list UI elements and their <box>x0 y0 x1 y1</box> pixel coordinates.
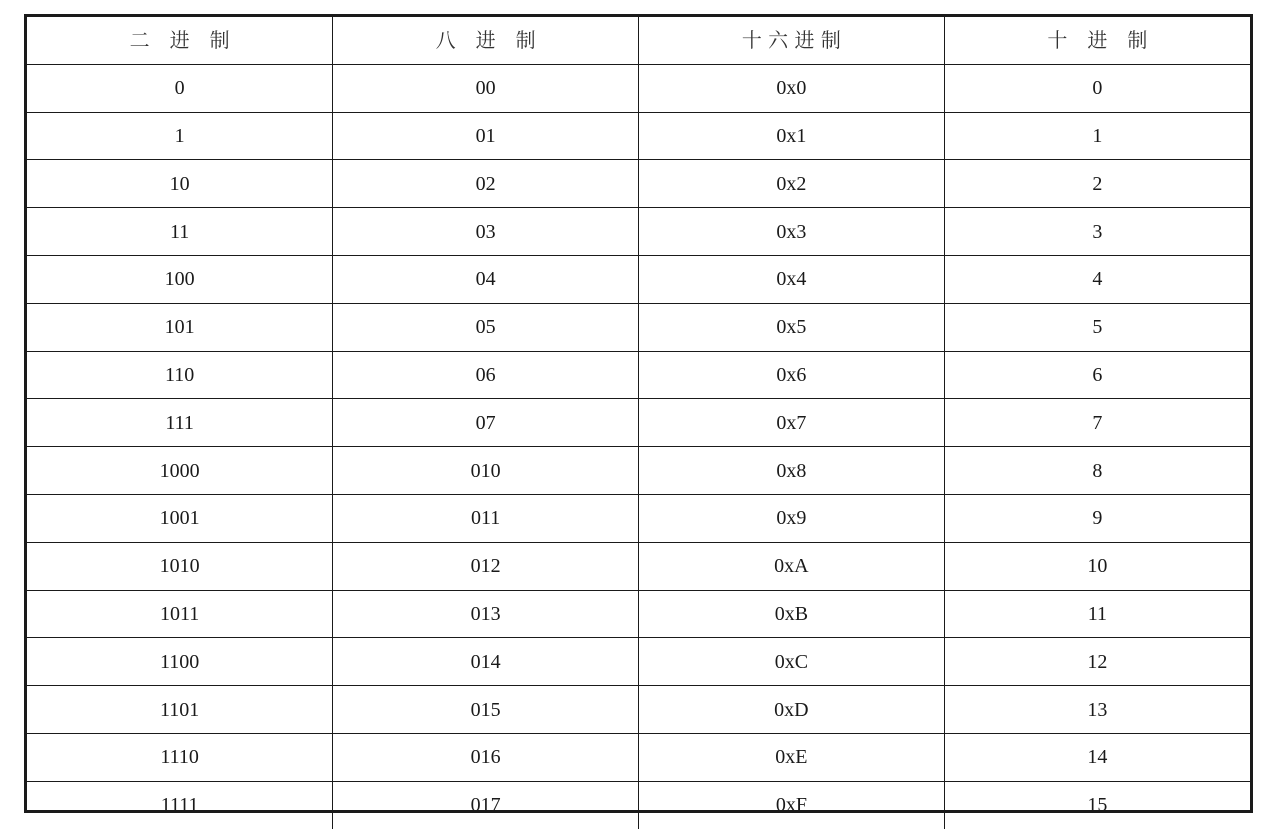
hex-cell: 0x7 <box>639 399 945 447</box>
octal-cell: 016 <box>333 733 639 781</box>
table-row <box>27 160 1250 208</box>
decimal-cell: 13 <box>944 686 1250 734</box>
decimal-cell: 0 <box>944 64 1250 112</box>
table-row <box>27 781 1250 828</box>
decimal-cell: 8 <box>944 447 1250 495</box>
decimal-cell: 14 <box>944 733 1250 781</box>
decimal-cell: 12 <box>944 638 1250 686</box>
octal-cell: 015 <box>333 686 639 734</box>
number-base-table-frame <box>24 14 1253 817</box>
octal-cell: 01 <box>333 112 639 160</box>
octal-cell: 017 <box>333 781 639 828</box>
hex-cell: 0xB <box>639 590 945 638</box>
hex-cell: 0xA <box>639 542 945 590</box>
hex-cell: 0xF <box>639 781 945 828</box>
decimal-cell: 5 <box>944 303 1250 351</box>
decimal-cell: 4 <box>944 255 1250 303</box>
binary-cell: 1111 <box>27 781 333 828</box>
hex-cell: 0xD <box>639 686 945 734</box>
decimal-cell: 3 <box>944 208 1250 256</box>
header-decimal: 十 进 制 <box>944 17 1250 64</box>
table-row <box>27 494 1250 542</box>
binary-cell: 100 <box>27 255 333 303</box>
binary-cell: 110 <box>27 351 333 399</box>
header-octal: 八 进 制 <box>333 17 639 64</box>
hex-cell: 0x3 <box>639 208 945 256</box>
octal-cell: 010 <box>333 447 639 495</box>
header-binary: 二 进 制 <box>27 17 333 64</box>
table-row <box>27 303 1250 351</box>
decimal-cell: 2 <box>944 160 1250 208</box>
decimal-cell: 7 <box>944 399 1250 447</box>
octal-cell: 05 <box>333 303 639 351</box>
decimal-cell: 11 <box>944 590 1250 638</box>
hex-cell: 0x1 <box>639 112 945 160</box>
binary-cell: 1101 <box>27 686 333 734</box>
hex-cell: 0x9 <box>639 494 945 542</box>
table-row <box>27 208 1250 256</box>
header-row <box>27 17 1250 64</box>
table-row <box>27 399 1250 447</box>
table-row <box>27 733 1250 781</box>
binary-cell: 1001 <box>27 494 333 542</box>
table-row <box>27 590 1250 638</box>
binary-cell: 1100 <box>27 638 333 686</box>
decimal-cell: 1 <box>944 112 1250 160</box>
binary-cell: 11 <box>27 208 333 256</box>
table-header <box>27 17 1250 64</box>
table-row <box>27 112 1250 160</box>
table-row <box>27 351 1250 399</box>
binary-cell: 10 <box>27 160 333 208</box>
octal-cell: 012 <box>333 542 639 590</box>
table-row <box>27 542 1250 590</box>
table-row <box>27 64 1250 112</box>
octal-cell: 02 <box>333 160 639 208</box>
decimal-cell: 15 <box>944 781 1250 828</box>
octal-cell: 04 <box>333 255 639 303</box>
decimal-cell: 10 <box>944 542 1250 590</box>
table-row <box>27 638 1250 686</box>
table-row <box>27 686 1250 734</box>
header-hexadecimal: 十 六 进 制 <box>639 17 945 64</box>
table-row <box>27 447 1250 495</box>
hex-cell: 0x4 <box>639 255 945 303</box>
binary-cell: 1000 <box>27 447 333 495</box>
octal-cell: 014 <box>333 638 639 686</box>
hex-cell: 0x2 <box>639 160 945 208</box>
octal-cell: 011 <box>333 494 639 542</box>
octal-cell: 013 <box>333 590 639 638</box>
number-base-conversion-table <box>27 17 1250 829</box>
octal-cell: 00 <box>333 64 639 112</box>
table-body <box>27 64 1250 828</box>
binary-cell: 101 <box>27 303 333 351</box>
decimal-cell: 6 <box>944 351 1250 399</box>
octal-cell: 03 <box>333 208 639 256</box>
hex-cell: 0x8 <box>639 447 945 495</box>
octal-cell: 07 <box>333 399 639 447</box>
binary-cell: 1010 <box>27 542 333 590</box>
binary-cell: 111 <box>27 399 333 447</box>
binary-cell: 1110 <box>27 733 333 781</box>
octal-cell: 06 <box>333 351 639 399</box>
hex-cell: 0xC <box>639 638 945 686</box>
binary-cell: 0 <box>27 64 333 112</box>
hex-cell: 0x5 <box>639 303 945 351</box>
hex-cell: 0xE <box>639 733 945 781</box>
hex-cell: 0x0 <box>639 64 945 112</box>
decimal-cell: 9 <box>944 494 1250 542</box>
table-row <box>27 255 1250 303</box>
binary-cell: 1 <box>27 112 333 160</box>
hex-cell: 0x6 <box>639 351 945 399</box>
binary-cell: 1011 <box>27 590 333 638</box>
